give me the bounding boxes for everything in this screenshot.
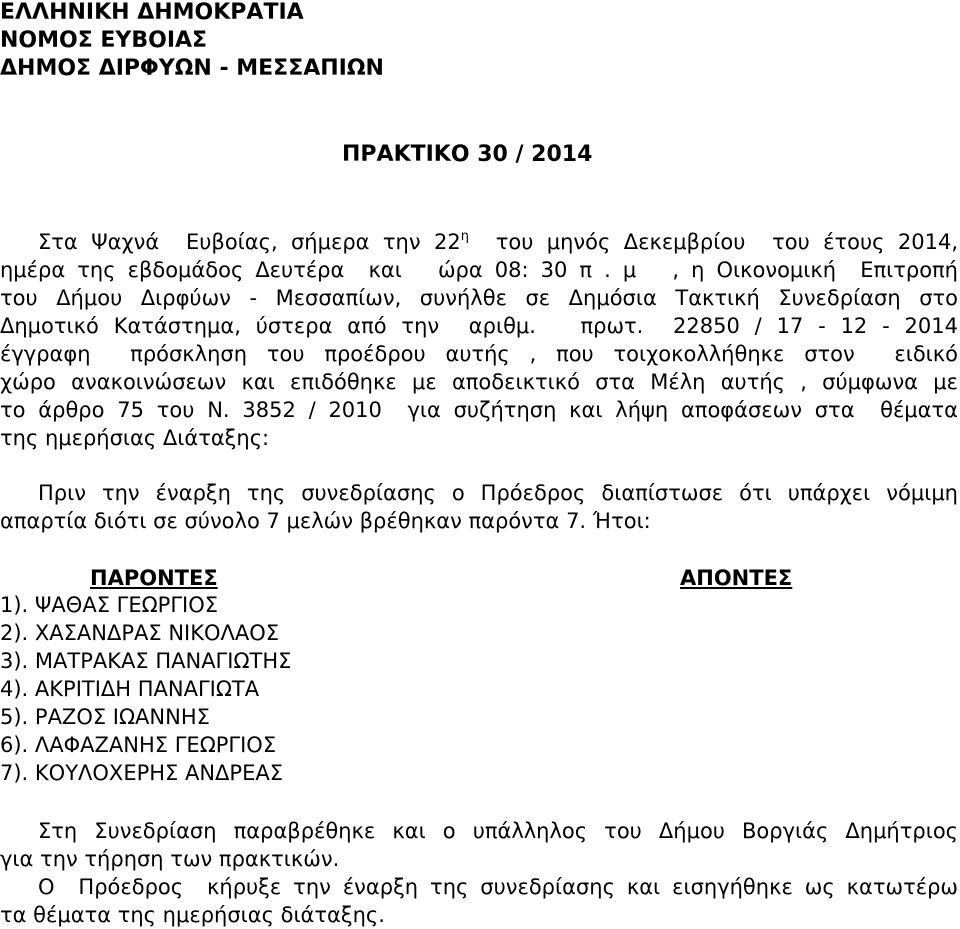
intro-line-8: της ημερήσιας Διάταξης: [0, 426, 270, 450]
header-prefecture: ΝΟΜΟΣ ΕΥΒΟΙΑΣ [0, 28, 208, 53]
document-title: ΠΡΑΚΤΙΚΟ 30 / 2014 [342, 142, 593, 167]
closing-line-1: Στη Συνεδρίαση παραβρέθηκε και ο υπάλληλος του Δήμου Βοργιάς Δημήτριος [38, 819, 958, 843]
quorum-line-2: απαρτία διότι σε σύνολο 7 μελών βρέθηκαν παρόντα 7. Ήτοι: [0, 509, 651, 533]
quorum-line-1: Πριν την έναρξη της συνεδρίασης ο Πρόεδρος διαπίστωσε ότι υπάρχει νόμιμη [38, 481, 958, 505]
intro-line-5: έγγραφη πρόσκληση του προέδρου αυτής , που τοιχοκολλήθηκε στον ειδικό [0, 342, 958, 366]
intro-line-6: χώρο ανακοινώσεων και επιδόθηκε με αποδεικτικό στα Μέλη αυτής , σύμφωνα με [0, 370, 958, 394]
absent-heading: ΑΠΟΝΤΕΣ [680, 566, 793, 590]
header-country: ΕΛΛΗΝΙΚΗ ΔΗΜΟΚΡΑΤΙΑ [0, 0, 304, 25]
intro-line-4: Δημοτικό Κατάστημα, ύστερα από την αριθμ. πρωτ. 22850 / 17 - 12 - 2014 [0, 314, 958, 338]
header-municipality: ΔΗΜΟΣ ΔΙΡΦΥΩΝ - ΜΕΣΣΑΠΙΩΝ [0, 56, 384, 81]
closing-line-2: για την τήρηση των πρακτικών. [0, 847, 340, 871]
present-member-1: 1). ΨΑΘΑΣ ΓΕΩΡΓΙΟΣ [0, 593, 219, 617]
closing-line-3: Ο Πρόεδρος κήρυξε την έναρξη της συνεδρίασης και εισηγήθηκε ως κατωτέρω [38, 875, 958, 899]
present-member-2: 2). ΧΑΣΑΝΔΡΑΣ ΝΙΚΟΛΑΟΣ [0, 621, 280, 645]
intro-line-3: του Δήμου Διρφύων - Μεσσαπίων, συνήλθε σε Δημόσια Τακτική Συνεδρίαση στο [0, 286, 958, 310]
present-heading: ΠΑΡΟΝΤΕΣ [90, 566, 218, 590]
closing-line-4: τα θέματα της ημερήσιας διάταξης. [0, 903, 385, 927]
present-member-5: 5). ΡΑΖΟΣ ΙΩΑΝΝΗΣ [0, 705, 210, 729]
present-member-6: 6). ΛΑΦΑΖΑΝΗΣ ΓΕΩΡΓΙΟΣ [0, 733, 277, 757]
present-member-7: 7). ΚΟΥΛΟΧΕΡΗΣ ΑΝΔΡΕΑΣ [0, 761, 283, 785]
present-member-4: 4). ΑΚΡΙΤΙΔΗ ΠΑΝΑΓΙΩΤΑ [0, 677, 260, 701]
intro-line-1: Στα Ψαχνά Ευβοίας, σήμερα την $22^\eta$ του μηνός Δεκεμβρίου του έτους 2014, [38, 229, 958, 254]
intro-line-7: το άρθρο 75 του Ν. 3852 / 2010 για συζήτηση και λήψη αποφάσεων στα θέματα [0, 398, 958, 422]
intro-line-2: ημέρα της εβδομάδος Δευτέρα και ώρα 08: 30 π . μ , η Οικονομική Επιτροπή [0, 258, 958, 282]
present-member-3: 3). ΜΑΤΡΑΚΑΣ ΠΑΝΑΓΙΩΤΗΣ [0, 649, 292, 673]
